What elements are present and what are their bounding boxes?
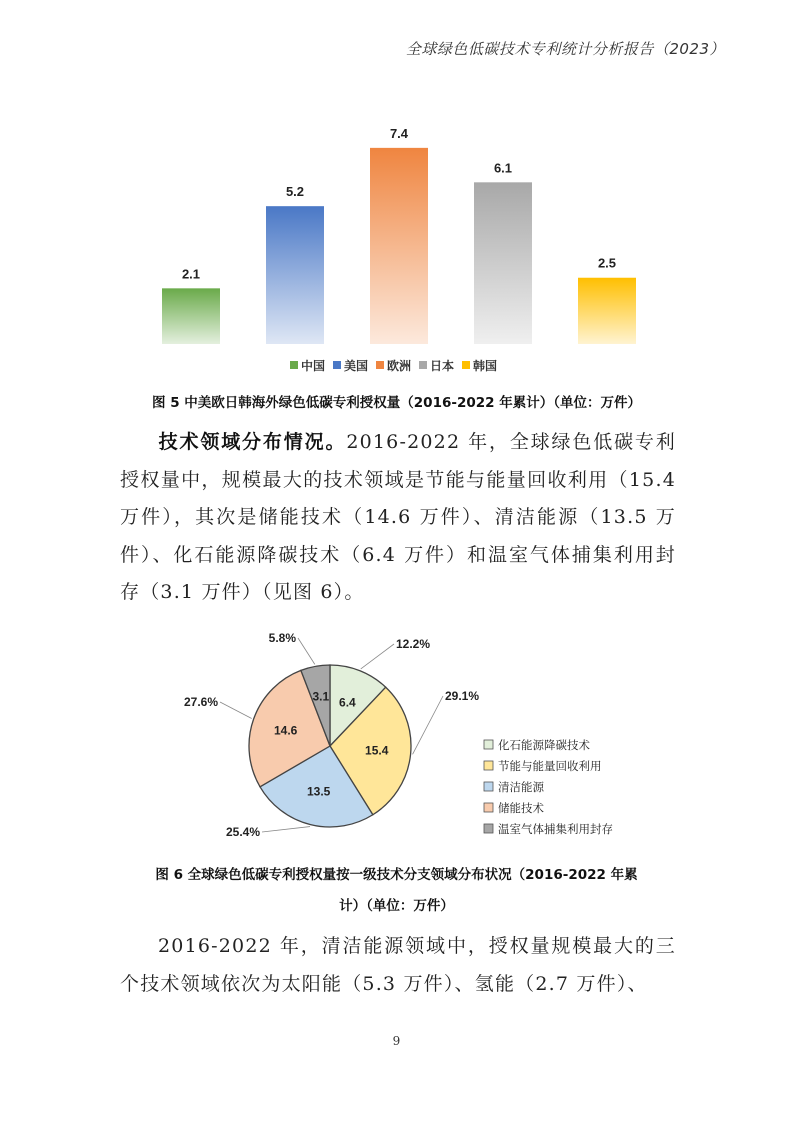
bar-value-label: 2.5 (597, 255, 617, 271)
pie-percent-label: 25.4% (225, 825, 260, 839)
figure6-caption-line1: 图 6 全球绿色低碳专利授权量按一级技术分支领域分布状况（2016-2022 年累 (155, 867, 638, 883)
paragraph-lead: 技术领域分布情况。 (158, 431, 347, 453)
legend-swatch (484, 782, 493, 791)
legend-swatch (419, 361, 427, 369)
bar-3 (474, 182, 532, 344)
bar-4 (578, 278, 636, 344)
pie-leader-line (220, 702, 252, 718)
paragraph-body: 2016-2022 年，清洁能源领域中，授权量规模最大的三个技术领域依次为太阳能（5.3 万件）、氢能（2.7 万件）、 (120, 935, 676, 995)
legend-label: 日本 (430, 359, 455, 373)
bar-value-label: 6.1 (493, 160, 513, 176)
pie-leader-line (262, 827, 310, 832)
bar-0 (162, 288, 220, 344)
legend-label: 美国 (344, 359, 369, 373)
bar-value-label: 5.2 (285, 184, 305, 200)
bar-value-label: 7.4 (389, 125, 409, 141)
pie-value-label: 14.6 (273, 723, 298, 738)
pie-leader-line (298, 638, 315, 664)
legend-swatch (333, 361, 341, 369)
legend-swatch (376, 361, 384, 369)
paragraph-clean-energy (120, 928, 676, 1003)
legend-swatch (462, 361, 470, 369)
pie-leader-line (413, 696, 443, 754)
legend-swatch (290, 361, 298, 369)
pie-percent-label: 5.8% (268, 631, 296, 645)
pie-value-label: 15.4 (365, 743, 389, 758)
legend-swatch (484, 803, 493, 812)
legend-label: 中国 (301, 359, 326, 373)
pie-percent-label: 29.1% (445, 689, 480, 703)
pie-value-label: 13.5 (307, 784, 331, 799)
legend-swatch (484, 824, 493, 833)
figure6-pie-chart (180, 628, 640, 848)
pie-leader-line (361, 644, 394, 669)
legend-swatch (484, 740, 493, 749)
legend-label: 韩国 (473, 359, 498, 373)
legend-label: 欧洲 (387, 359, 412, 373)
paragraph-body: 2016-2022 年，全球绿色低碳专利授权量中，规模最大的技术领域是节能与能量回收利用（15.4 万件），其次是储能技术（14.6 万件）、清洁能源（13.5 万件）、化石能源降碳技术（6.4 万件）和温室气体捕集利用封存（3.1 万件）（见图 6）。 (120, 431, 676, 603)
paragraph-technology-distribution (120, 424, 676, 612)
legend-label: 储能技术 (498, 801, 544, 815)
legend-swatch (484, 761, 493, 770)
figure5-bar-chart (120, 96, 680, 382)
figure6-caption-line2: 计）（单位：万件） (339, 898, 454, 914)
legend-label: 清洁能源 (498, 780, 544, 794)
pie-value-label: 6.4 (339, 695, 356, 710)
pie-percent-label: 12.2% (396, 637, 431, 651)
page-number: 9 (392, 1034, 401, 1048)
bar-1 (266, 206, 324, 344)
bar-2 (370, 148, 428, 344)
legend-label: 化石能源降碳技术 (498, 738, 590, 752)
pie-value-label: 3.1 (312, 689, 330, 704)
report-header: 全球绿色低碳技术专利统计分析报告（2023） (405, 40, 725, 58)
legend-label: 温室气体捕集利用封存 (498, 822, 613, 836)
legend-label: 节能与能量回收利用 (498, 759, 602, 773)
pie-percent-label: 27.6% (183, 695, 218, 709)
bar-value-label: 2.1 (181, 266, 201, 282)
figure5-caption: 图 5 中美欧日韩海外绿色低碳专利授权量（2016-2022 年累计）（单位：万件） (152, 395, 641, 411)
